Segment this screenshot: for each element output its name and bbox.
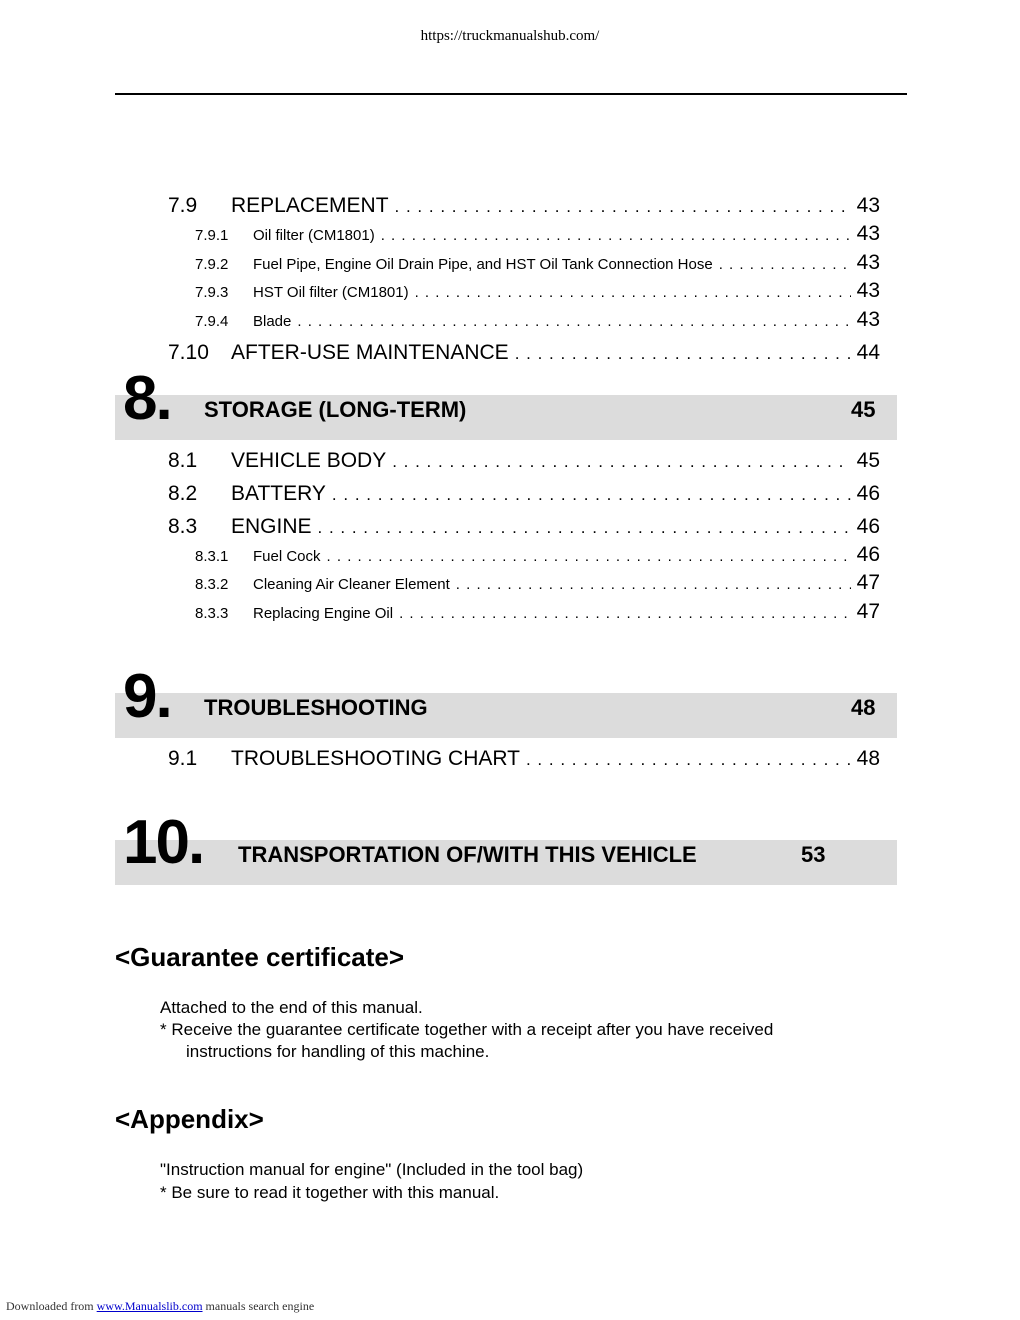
dot-leader — [415, 284, 851, 301]
toc-entry-7-9-4[interactable] — [195, 308, 880, 332]
toc-title: HST Oil filter (CM1801) — [253, 284, 409, 301]
toc-number: 7.9.4 — [195, 313, 229, 330]
toc-entry-7-9-1[interactable] — [195, 222, 880, 246]
dot-leader — [318, 518, 851, 538]
appendix-heading: <Appendix> — [115, 1104, 264, 1134]
toc-entry-8-3[interactable] — [168, 515, 880, 539]
dot-leader — [399, 605, 851, 622]
toc-page: 43 — [856, 279, 880, 302]
toc-page: 43 — [856, 194, 880, 217]
toc-number: 8.3.3 — [195, 605, 229, 622]
chapter-page: 53 — [801, 842, 826, 867]
toc-title: Cleaning Air Cleaner Element — [253, 576, 450, 593]
chapter-number: 10. — [123, 808, 204, 877]
toc-page: 47 — [856, 600, 880, 623]
dot-leader — [456, 576, 851, 593]
toc-title: Oil filter (CM1801) — [253, 227, 375, 244]
chapter-number: 9. — [123, 662, 171, 731]
toc-page: 47 — [856, 571, 880, 594]
toc-number: 8.3.2 — [195, 576, 229, 593]
toc-title: Replacing Engine Oil — [253, 605, 394, 622]
toc-page: 43 — [856, 222, 880, 245]
toc-entry-7-9[interactable] — [168, 194, 880, 218]
toc-number: 7.9.1 — [195, 227, 229, 244]
guarantee-heading: <Guarantee certificate> — [115, 942, 405, 972]
chapter-page: 48 — [851, 695, 876, 720]
toc-page: 44 — [856, 341, 880, 364]
header-rule — [115, 93, 907, 95]
toc-number: 8.3 — [168, 515, 198, 538]
chapter-title: TRANSPORTATION OF/WITH THIS VEHICLE — [238, 842, 697, 867]
toc-entry-8-3-3[interactable] — [195, 600, 880, 624]
toc-entry-7-10[interactable] — [168, 341, 880, 365]
dot-leader — [327, 548, 851, 565]
toc-title: BATTERY — [231, 482, 326, 505]
toc-number: 7.9 — [168, 194, 198, 217]
toc-title: Fuel Cock — [253, 548, 321, 565]
toc-entry-9-1[interactable] — [168, 747, 880, 771]
toc-number: 8.2 — [168, 482, 198, 505]
toc-number: 8.3.1 — [195, 548, 229, 565]
dot-leader — [332, 485, 851, 505]
toc-title: REPLACEMENT — [231, 194, 389, 217]
manualslib-link[interactable]: www.Manualslib.com — [96, 1299, 203, 1313]
toc-title: VEHICLE BODY — [231, 449, 387, 472]
guarantee-note-continued: instructions for handling of this machine. — [186, 1042, 490, 1061]
page-url: https://truckmanualshub.com/ — [420, 28, 600, 44]
dot-leader — [392, 452, 850, 472]
toc-number: 7.9.3 — [195, 284, 229, 301]
toc-page: 45 — [856, 449, 880, 472]
dot-leader — [719, 256, 851, 273]
dot-leader — [395, 197, 851, 217]
toc-title: ENGINE — [231, 515, 312, 538]
chapter-page: 45 — [851, 397, 876, 422]
toc-entry-7-9-3[interactable] — [195, 279, 880, 303]
guarantee-note: * Receive the guarantee certificate together with a receipt after you have received — [160, 1020, 774, 1039]
toc-entry-8-3-2[interactable] — [195, 571, 880, 595]
toc-title: Blade — [253, 313, 292, 330]
chapter-title: TROUBLESHOOTING — [204, 695, 428, 720]
toc-page: 46 — [856, 543, 880, 566]
guarantee-text: Attached to the end of this manual. — [160, 998, 423, 1017]
chapter-title: STORAGE (LONG-TERM) — [204, 397, 467, 422]
footer-prefix: Downloaded from — [6, 1299, 94, 1313]
toc-page: 43 — [856, 308, 880, 331]
toc-page: 46 — [856, 482, 880, 505]
toc-entry-8-3-1[interactable] — [195, 543, 880, 567]
toc-number: 8.1 — [168, 449, 198, 472]
toc-number: 7.9.2 — [195, 256, 229, 273]
chapter-number: 8. — [123, 364, 171, 433]
toc-title: TROUBLESHOOTING CHART — [231, 747, 520, 770]
toc-title: Fuel Pipe, Engine Oil Drain Pipe, and HST Oil Tank Connection Hose — [253, 256, 713, 273]
appendix-note: * Be sure to read it together with this manual. — [160, 1183, 500, 1202]
toc-entry-8-2[interactable] — [168, 482, 880, 506]
toc-number: 9.1 — [168, 747, 198, 770]
dot-leader — [515, 344, 851, 364]
toc-page: 48 — [856, 747, 880, 770]
appendix-text: "Instruction manual for engine" (Included in the tool bag) — [160, 1160, 584, 1179]
download-footer — [6, 1299, 314, 1314]
dot-leader — [381, 227, 851, 244]
toc-number: 7.10 — [168, 341, 209, 364]
toc-entry-8-1[interactable] — [168, 449, 880, 473]
footer-suffix: manuals search engine — [205, 1299, 315, 1313]
toc-title: AFTER-USE MAINTENANCE — [231, 341, 509, 364]
dot-leader — [297, 313, 850, 330]
toc-entry-7-9-2[interactable] — [195, 251, 880, 275]
toc-page: 43 — [856, 251, 880, 274]
toc-page: 46 — [856, 515, 880, 538]
dot-leader — [526, 750, 851, 770]
